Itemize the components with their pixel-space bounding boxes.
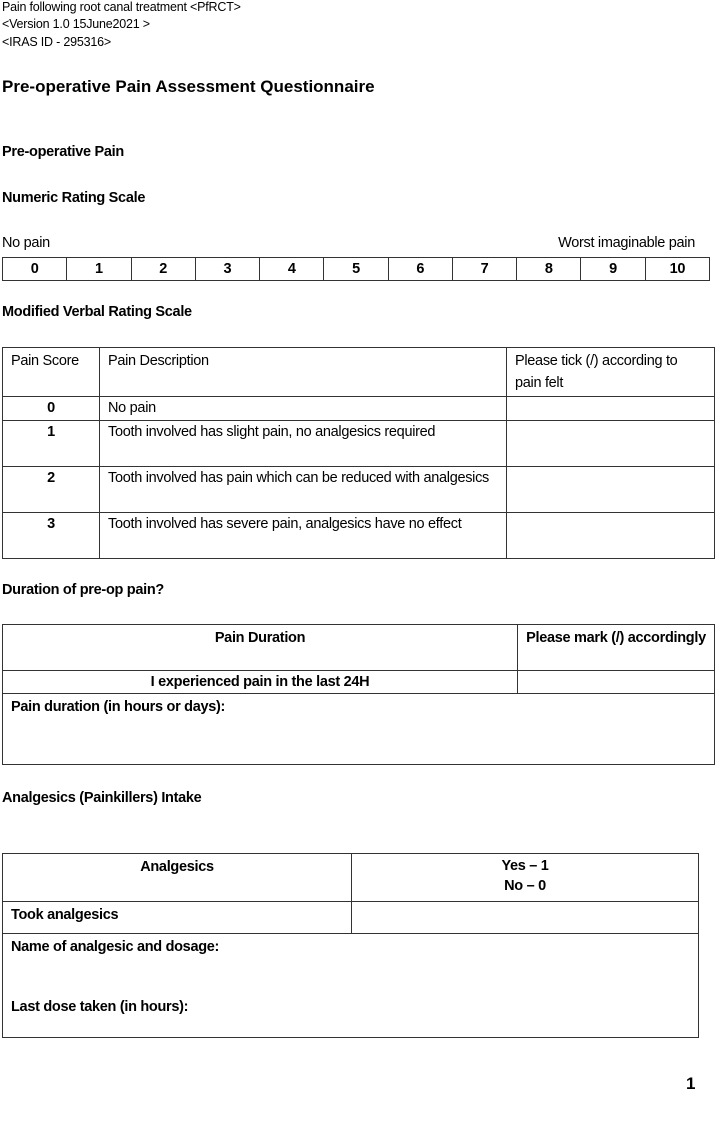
- col-tick: Please tick (/) according to pain felt: [507, 348, 715, 397]
- scale-option-6[interactable]: 6: [388, 258, 452, 281]
- pain-description: Tooth involved has slight pain, no analgesics required: [100, 421, 507, 467]
- col-pain-duration: Pain Duration: [3, 625, 518, 671]
- scale-max-label: Worst imaginable pain: [558, 235, 695, 251]
- page-number: 1: [686, 1074, 696, 1093]
- scale-option-3[interactable]: 3: [195, 258, 259, 281]
- header-version: <Version 1.0 15June2021 >: [2, 17, 150, 31]
- col-pain-description: Pain Description: [100, 348, 507, 397]
- scale-min-label: No pain: [2, 235, 50, 251]
- verbal-rating-table: [2, 347, 715, 559]
- scale-option-4[interactable]: 4: [260, 258, 324, 281]
- scale-option-10[interactable]: 10: [645, 258, 709, 281]
- verbal-scale-heading: Modified Verbal Rating Scale: [2, 304, 192, 320]
- scale-option-9[interactable]: 9: [581, 258, 645, 281]
- numeric-rating-scale: [2, 257, 710, 281]
- pain-duration-field[interactable]: Pain duration (in hours or days):: [3, 694, 715, 765]
- pain-last-24h-mark[interactable]: [518, 671, 715, 694]
- scale-option-0[interactable]: 0: [3, 258, 67, 281]
- pain-score: 1: [3, 421, 100, 467]
- pain-description: Tooth involved has pain which can be reduced with analgesics: [100, 467, 507, 513]
- pain-score: 2: [3, 467, 100, 513]
- header-study-title: Pain following root canal treatment <PfRCT>: [2, 0, 241, 14]
- table-row: [3, 467, 715, 513]
- scale-option-7[interactable]: 7: [452, 258, 516, 281]
- yes-label: Yes – 1: [501, 858, 549, 874]
- tick-cell[interactable]: [507, 397, 715, 421]
- page-title: Pre-operative Pain Assessment Questionnaire: [2, 77, 375, 96]
- analgesic-name-dosage-label: Name of analgesic and dosage:: [11, 939, 220, 955]
- table-row: [3, 421, 715, 467]
- scale-option-8[interactable]: 8: [517, 258, 581, 281]
- section-preop-heading: Pre-operative Pain: [2, 144, 124, 160]
- col-mark: Please mark (/) accordingly: [518, 625, 715, 671]
- analgesics-table: [2, 853, 699, 1038]
- table-row: [3, 397, 715, 421]
- analgesics-heading: Analgesics (Painkillers) Intake: [2, 790, 202, 806]
- tick-cell[interactable]: [507, 421, 715, 467]
- scale-option-1[interactable]: 1: [67, 258, 131, 281]
- pain-score: 3: [3, 513, 100, 559]
- header-iras-id: <IRAS ID - 295316>: [2, 35, 111, 49]
- analgesic-details-field[interactable]: [3, 934, 699, 1038]
- col-yes-no: [352, 854, 699, 902]
- tick-cell[interactable]: [507, 513, 715, 559]
- col-pain-score: Pain Score: [3, 348, 100, 397]
- col-analgesics: Analgesics: [3, 854, 352, 902]
- numeric-scale-heading: Numeric Rating Scale: [2, 190, 146, 206]
- took-analgesics-value[interactable]: [352, 902, 699, 934]
- duration-table: [2, 624, 715, 765]
- pain-score: 0: [3, 397, 100, 421]
- pain-description: Tooth involved has severe pain, analgesics have no effect: [100, 513, 507, 559]
- scale-option-5[interactable]: 5: [324, 258, 388, 281]
- pain-description: No pain: [100, 397, 507, 421]
- no-label: No – 0: [504, 878, 546, 894]
- tick-cell[interactable]: [507, 467, 715, 513]
- duration-heading: Duration of pre-op pain?: [2, 582, 164, 598]
- last-dose-label: Last dose taken (in hours):: [11, 999, 189, 1015]
- table-row: [3, 513, 715, 559]
- pain-last-24h-label: I experienced pain in the last 24H: [3, 671, 518, 694]
- took-analgesics-label: Took analgesics: [3, 902, 352, 934]
- scale-option-2[interactable]: 2: [131, 258, 195, 281]
